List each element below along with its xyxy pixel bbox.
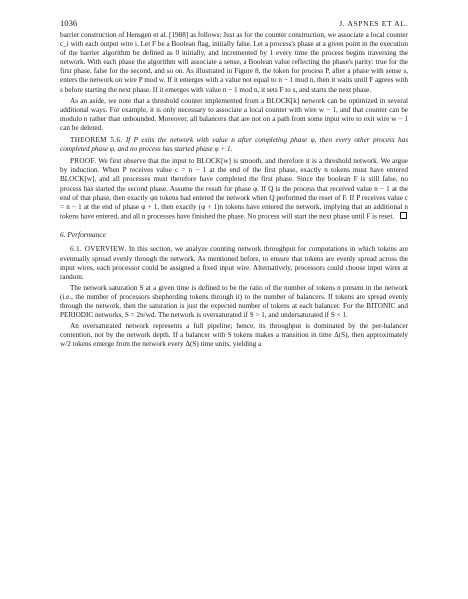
page-number: 1036 [60,18,78,28]
qed-symbol-icon [400,212,407,219]
overview-paragraph [60,245,408,281]
section-heading: 6. Performance [60,230,106,240]
proof-label: PROOF. [70,157,97,166]
running-head: J. ASPNES ET AL. [339,19,408,28]
body-paragraph: An oversaturated network represents a full pipeline; hence, its throughput is dominated by the per-balancer contention, not by the network depth. If a balancer with S tokens makes a transition in time Δ(S), then approximately w/2 tokens emerge from the network every Δ(S) time units, yielding a [60,322,408,349]
page-header [60,18,408,29]
subsection-label: 6.1. OVERVIEW. [70,245,127,254]
body-paragraph: As an aside, we note that a threshold counter implemented from a BLOCK[k] network can be optimized in several additional ways. For example, it is only necessary to associate a local counter with wire w − 1, and that counter can be modulo n rather than unbounded. Moreover, all balancers that are not on a path from some input wire to exit wire w − 1 can be deleted. [60,96,408,132]
body-paragraph: The network saturation S at a given time is defined to be the ratio of the number of tokens n present in the network (i.e., the number of processors shepherding tokens through it) to the number of balancers. If tokens are spread evenly through the network, then the saturation is just the expected number of tokens at each balancer. For the BITONIC and PERIODIC networks, S = 2n/wd. The network is oversaturated if S > 1, and undersaturated if S < 1. [60,283,408,320]
theorem-5-6 [60,136,408,154]
proof-paragraph [60,157,408,221]
theorem-statement: If P exits the network with value n after completing phase φ, then every other process has completed phase φ, and no process has started phase φ + 1. [60,136,408,154]
body-paragraph: barrier construction of Hensgen et al. [1988] as follows: Just as for the counter construction, we associate a local counter c_i with each output wire i. Let F be a Boolean flag, initially false. Let a process's phase at a given point in the execution of the barrier algorithm be defined as 0 initially, and incremented by 1 every time the process begins traversing the network. With each phase the algorithm will associate a sense, a Boolean value reflecting the phase's parity: true for the first phase, false for the second, and so on. As illustrated in Figure 8, the token for process P, after a phase with sense s, enters the network on wire P mod w. If it emerges with a value not equal to n − 1 mod n, then it waits until F agrees with s before starting the next phase. If it emerges with value n − 1 mod n, it sets F to s, and starts the next phase. [60,31,408,94]
theorem-label: THEOREM 5.6. [70,136,123,145]
overview-body: In this section, we analyze counting network throughput for computations in which tokens are eventually spread evenly through the network. As mentioned before, to ensure that tokens are evenly spread across the input wires, each processor could be assigned a fixed input wire. Alternatively, processors could choose input wires at random. [60,245,409,281]
proof-body: We first observe that the input to BLOCK[w] is smooth, and therefore it is a threshold network. We argue by induction. When P receives value c = n − 1 at the end of the first phase, exactly n tokens must have entered BLOCK[w], and all processes must therefore have completed the first phase. Since the boolean F is still false, no process has started the second phase. Assume the result for phase φ. If Q is the process that received value n − 1 at the end of that phase, then exactly φn tokens had entered the network when Q performed the reset of F. If P receives value c = n − 1 at the end of phase φ + 1, then exactly (φ + 1)n tokens have entered the network, implying that an additional n tokens have entered, and all n processes have finished the phase. No process will start the next phase until F is reset. [60,157,409,221]
